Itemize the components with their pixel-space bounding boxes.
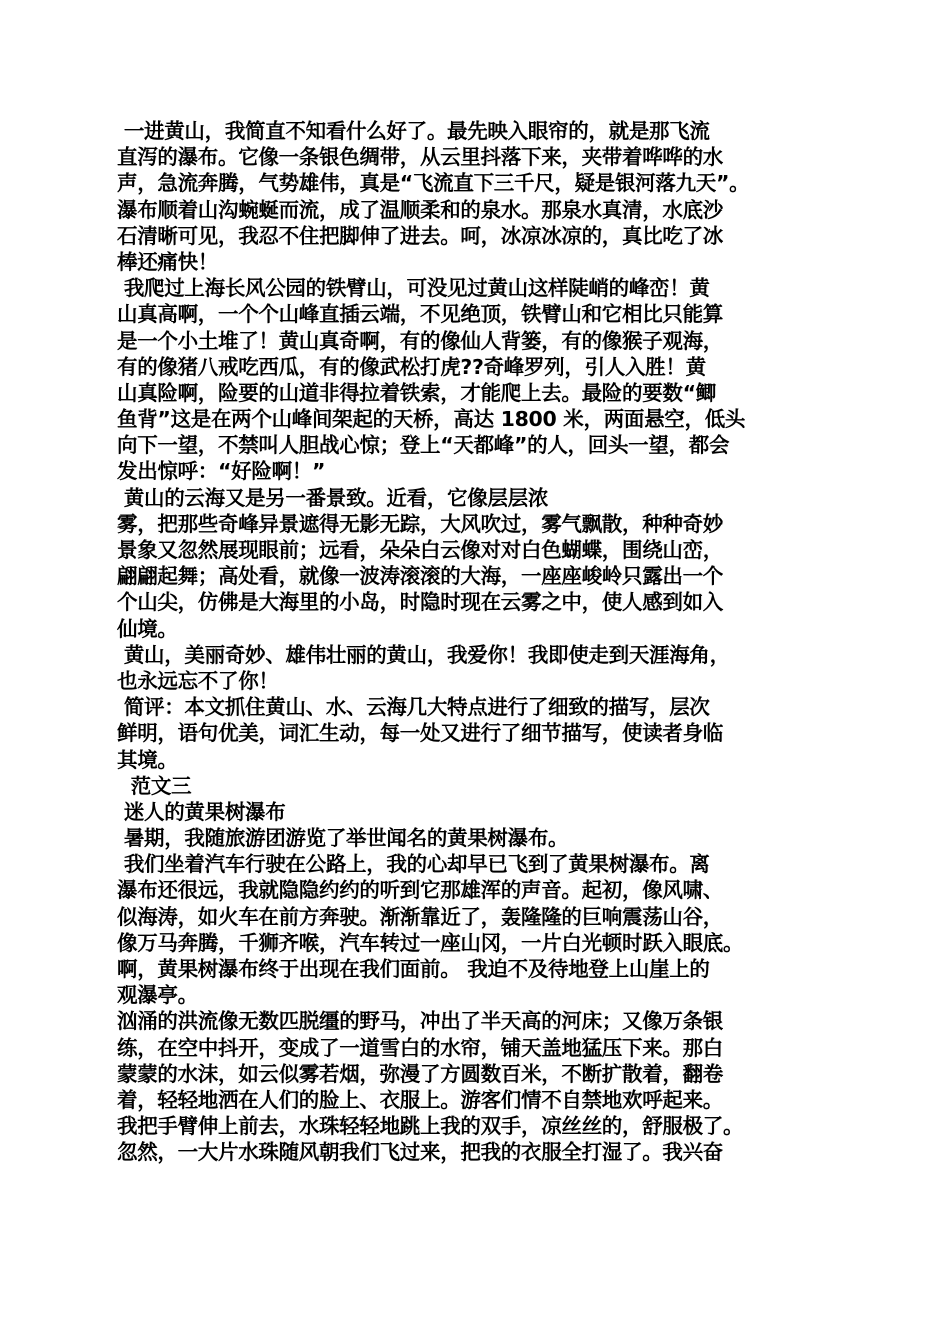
text-line: 忽然，一大片水珠随风朝我们飞过来，把我的衣服全打湿了。我兴奋 xyxy=(117,1140,723,1165)
text-line: 山真险啊，险要的山道非得拉着铁索，才能爬上去。最险的要数“鲫 xyxy=(117,380,716,405)
text-line: 一进黄山，我简直不知看什么好了。最先映入眼帘的，就是那飞流 xyxy=(117,119,710,143)
text-line: 简评：本文抓住黄山、水、云海几大特点进行了细致的描写，层次 xyxy=(117,695,710,720)
text-line: 山真高啊，一个个山峰直插云端，不见绝顶，铁臂山和它相比只能算 xyxy=(117,302,723,327)
text-line: 直泻的瀑布。它像一条银色绸带，从云里抖落下来，夹带着哗哗的水 xyxy=(117,145,723,170)
text-line: 发出惊呼：“好险啊！” xyxy=(117,459,326,484)
text-line: 石清晰可见，我忍不住把脚伸了进去。呵，冰凉冰凉的，真比吃了冰 xyxy=(117,223,723,248)
essay-title: 迷人的黄果树瀑布 xyxy=(117,799,286,824)
text-line: 鲜明，语句优美，词汇生动，每一处又进行了细节描写，使读者身临 xyxy=(117,721,723,746)
text-line: 有的像猪八戒吃西瓜，有的像武松打虎??奇峰罗列，引人入胜！黄 xyxy=(117,354,706,379)
text-line: 瀑布还很远，我就隐隐约约的听到它那雄浑的声音。起初，像风啸、 xyxy=(117,878,723,903)
text-line: 啊，黄果树瀑布终于出现在我们面前。 我迫不及待地登上山崖上的 xyxy=(117,957,710,981)
text-line: 声，急流奔腾，气势雄伟，真是“飞流直下三千尺，疑是银河落九天”。 xyxy=(117,171,750,196)
text-line: 个山尖，仿佛是大海里的小岛，时隐时现在云雾之中，使人感到如入 xyxy=(117,590,723,615)
text-line: 像万马奔腾，千狮齐喉，汽车转过一座山冈，一片白光顿时跃入眼底。 xyxy=(117,930,744,955)
text-line: 仙境。 xyxy=(117,616,178,641)
text-line: 黄山的云海又是另一番景致。近看，它像层层浓 xyxy=(117,485,549,510)
text-line: 我把手臂伸上前去，水珠轻轻地跳上我的双手，凉丝丝的，舒服极了。 xyxy=(117,1114,744,1139)
text-line: 观瀑亭。 xyxy=(117,983,198,1008)
text-line: 雾，把那些奇峰异景遮得无影无踪，大风吹过，雾气飘散，种种奇妙 xyxy=(117,511,723,536)
text-line: 鱼背”这是在两个山峰间架起的天桥，高达 1800 米，两面悬空，低头 xyxy=(117,407,746,432)
document-body xyxy=(117,118,847,1166)
text-line: 其境。 xyxy=(117,747,178,772)
text-line: 暑期，我随旅游团游览了举世闻名的黄果树瀑布。 xyxy=(117,826,569,851)
text-line: 黄山，美丽奇妙、雄伟壮丽的黄山，我爱你！我即使走到天涯海角， xyxy=(117,642,730,667)
text-line: 练，在空中抖开，变成了一道雪白的水帘，铺天盖地猛压下来。那白 xyxy=(117,1035,723,1060)
text-line: 翩翩起舞；高处看，就像一波涛滚滚的大海，一座座峻岭只露出一个 xyxy=(117,564,723,589)
text-line: 棒还痛快！ xyxy=(117,249,218,274)
text-line: 景象又忽然展现眼前；远看，朵朵白云像对对白色蝴蝶，围绕山峦， xyxy=(117,538,723,562)
text-line: 是一个小土堆了！黄山真奇啊，有的像仙人背篓，有的像猴子观海， xyxy=(117,328,723,353)
text-line: 汹涌的洪流像无数匹脱缰的野马，冲出了半天高的河床；又像万条银 xyxy=(117,1009,723,1034)
text-line: 也永远忘不了你！ xyxy=(117,668,279,693)
section-heading: 范文三 xyxy=(117,773,192,798)
text-line: 似海涛，如火车在前方奔驶。渐渐靠近了，轰隆隆的巨响震荡山谷， xyxy=(117,904,723,929)
text-line: 向下一望，不禁叫人胆战心惊；登上“天都峰”的人，回头一望，都会 xyxy=(117,433,730,458)
text-line: 我爬过上海长风公园的铁臂山，可没见过黄山这样陡峭的峰峦！黄 xyxy=(117,276,710,301)
text-line: 着，轻轻地洒在人们的脸上、衣服上。游客们情不自禁地欢呼起来。 xyxy=(117,1087,723,1112)
text-line: 蒙蒙的水沫，如云似雾若烟，弥漫了方圆数百米，不断扩散着，翻卷 xyxy=(117,1061,723,1086)
text-line: 瀑布顺着山沟蜿蜒而流，成了温顺柔和的泉水。那泉水真清，水底沙 xyxy=(117,197,723,222)
text-line: 我们坐着汽车行驶在公路上，我的心却早已飞到了黄果树瀑布。离 xyxy=(117,852,710,877)
